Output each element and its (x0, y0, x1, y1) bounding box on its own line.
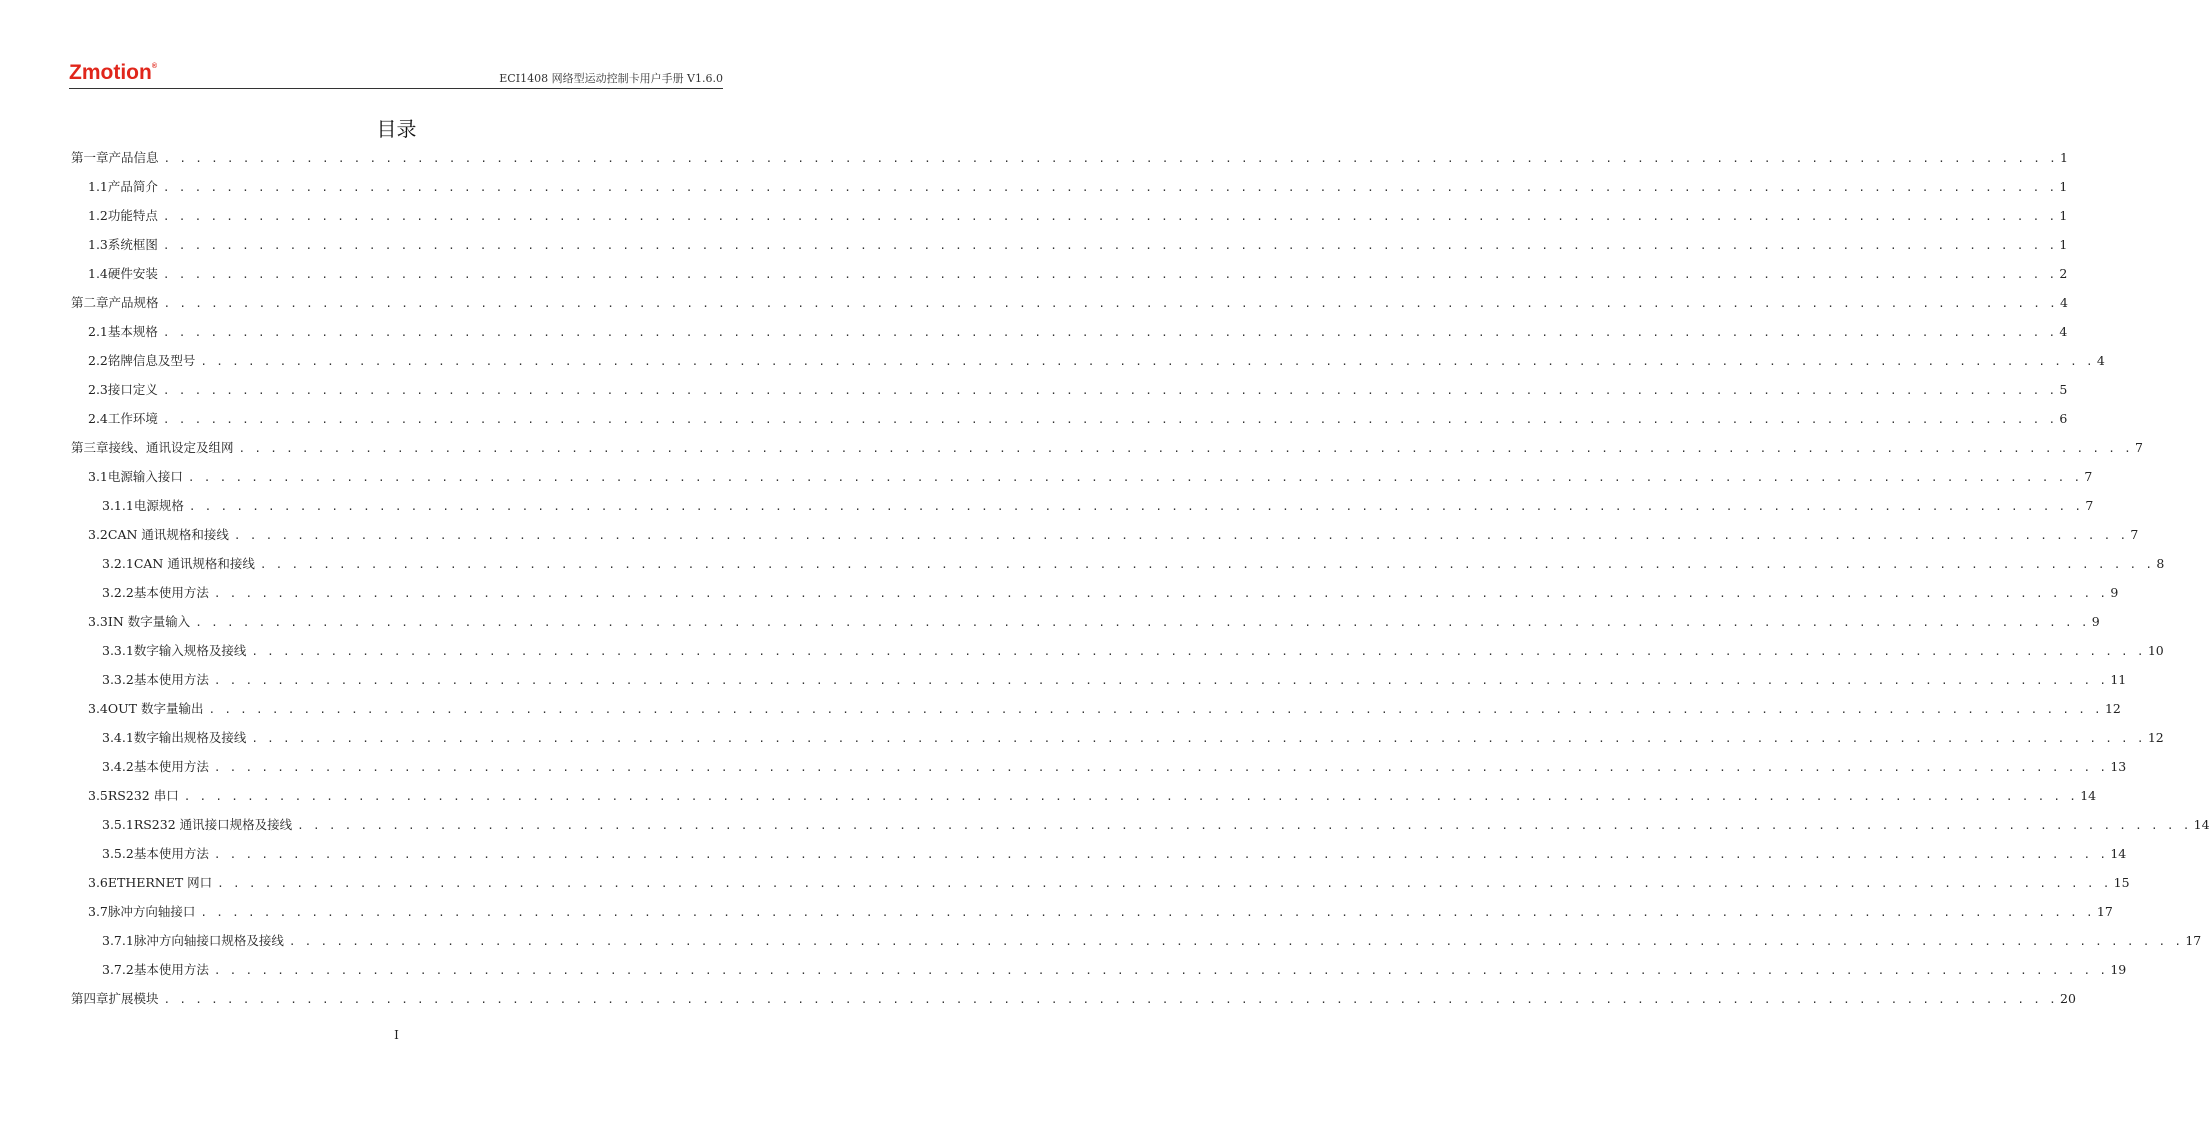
toc-entry[interactable] (102, 583, 2119, 603)
toc-entry-number: 1.1 (88, 179, 108, 194)
toc-entry-page: 1 (2059, 237, 2068, 252)
toc-entry[interactable] (102, 728, 2164, 748)
toc-entry-number: 1.2 (88, 208, 108, 223)
toc-entry[interactable] (88, 612, 2100, 632)
toc-entry-label: 基本使用方法 (133, 759, 209, 774)
toc-dot-leader: . . . . . . . . . . . . . . . . . . . . . . . . . . . . . . . . . . . . . . . . . . . . . . . . . . . . . . . . . . . . . . . . . . . . . . . . . . . . . . . . . . . . . . . . . . . . . . . . . . . . . . . . . . . . . . . . . . . . . . . . (213, 587, 2108, 600)
toc-entry-label: 产品信息 (108, 150, 159, 165)
toc-entry-number: 2.3 (88, 382, 108, 397)
toc-entry[interactable] (88, 699, 2121, 719)
toc-entry-label: CAN 通讯规格和接线 (107, 527, 229, 542)
toc-dot-leader: . . . . . . . . . . . . . . . . . . . . . . . . . . . . . . . . . . . . . . . . . . . . . . . . . . . . . . . . . . . . . . . . . . . . . . . . . . . . . . . . . . . . . . . . . . . . . . . . . . . . . . . . . . . . . . . . . . . . . . . . (162, 413, 2057, 426)
toc-entry-number: 3.5.1 (102, 817, 134, 832)
toc-entry-label: 数字输出规格及接线 (133, 730, 247, 745)
toc-dot-leader: . . . . . . . . . . . . . . . . . . . . . . . . . . . . . . . . . . . . . . . . . . . . . . . . . . . . . . . . . . . . . . . . . . . . . . . . . . . . . . . . . . . . . . . . . . . . . . . . . . . . . . . . . . . . . . . . . . . . . . . . (195, 616, 2089, 629)
toc-entry-page: 19 (2110, 962, 2127, 977)
toc-entry-number: 1.3 (88, 237, 108, 252)
toc-entry-page: 1 (2060, 150, 2068, 165)
toc-entry-page: 4 (2060, 295, 2068, 310)
toc-entry-number: 2.4 (88, 411, 108, 426)
toc-dot-leader: . . . . . . . . . . . . . . . . . . . . . . . . . . . . . . . . . . . . . . . . . . . . . . . . . . . . . . . . . . . . . . . . . . . . . . . . . . . . . . . . . . . . . . . . . . . . . . . . . . . . . . . . . . . . . . . . . . . . . . . . (208, 703, 2102, 716)
toc-entry-page: 14 (2193, 817, 2210, 832)
toc-entry-page: 5 (2059, 382, 2068, 397)
toc-entry-number: 3.1.1 (102, 498, 134, 513)
toc-entry-page: 4 (2059, 324, 2068, 339)
toc-entry-label: OUT 数字量输出 (107, 701, 204, 716)
toc-entry-page: 17 (2185, 933, 2202, 948)
toc-entry[interactable] (102, 960, 2127, 980)
toc-entry-page: 12 (2147, 730, 2164, 745)
toc-title: 目录 (376, 117, 417, 141)
toc-entry-label: 基本使用方法 (133, 672, 209, 687)
toc-dot-leader: . . . . . . . . . . . . . . . . . . . . . . . . . . . . . . . . . . . . . . . . . . . . . . . . . . . . . . . . . . . . . . . . . . . . . . . . . . . . . . . . . . . . . . . . . . . . . . . . . . . . . . . . . . . . . . . . . . . . . . . . (162, 239, 2057, 252)
toc-dot-leader: . . . . . . . . . . . . . . . . . . . . . . . . . . . . . . . . . . . . . . . . . . . . . . . . . . . . . . . . . . . . . . . . . . . . . . . . . . . . . . . . . . . . . . . . . . . . . . . . . . . . . . . . . . . . . . . . . . . . . . . . (163, 297, 2058, 310)
toc-entry[interactable] (71, 148, 2068, 168)
toc-entry-page: 9 (2091, 614, 2100, 629)
toc-entry[interactable] (102, 670, 2127, 690)
toc-entry-number: 3.1 (88, 469, 108, 484)
toc-entry-page: 15 (2113, 875, 2130, 890)
toc-entry-label: 电源规格 (133, 498, 184, 513)
toc-dot-leader: . . . . . . . . . . . . . . . . . . . . . . . . . . . . . . . . . . . . . . . . . . . . . . . . . . . . . . . . . . . . . . . . . . . . . . . . . . . . . . . . . . . . . . . . . . . . . . . . . . . . . . . . . . . . . . . . . . . . . . . . (288, 935, 2183, 948)
toc-entry-number: 第三章 (71, 440, 109, 455)
toc-entry-label: 扩展模块 (108, 991, 159, 1006)
toc-entry-number: 3.3 (88, 614, 108, 629)
toc-entry-number: 3.7.2 (102, 962, 134, 977)
document-title: ECI1408 网络型运动控制卡用户手册 V1.6.0 (499, 72, 723, 85)
toc-dot-leader: . . . . . . . . . . . . . . . . . . . . . . . . . . . . . . . . . . . . . . . . . . . . . . . . . . . . . . . . . . . . . . . . . . . . . . . . . . . . . . . . . . . . . . . . . . . . . . . . . . . . . . . . . . . . . . . . . . . . . . . . (200, 906, 2094, 919)
toc-dot-leader: . . . . . . . . . . . . . . . . . . . . . . . . . . . . . . . . . . . . . . . . . . . . . . . . . . . . . . . . . . . . . . . . . . . . . . . . . . . . . . . . . . . . . . . . . . . . . . . . . . . . . . . . . . . . . . . . . . . . . . . . (297, 819, 2191, 832)
toc-entry[interactable] (88, 786, 2097, 806)
toc-entry-label: 系统框图 (107, 237, 158, 252)
toc-entry[interactable] (88, 380, 2068, 400)
toc-entry[interactable] (102, 931, 2202, 951)
toc-entry-number: 3.4.2 (102, 759, 134, 774)
toc-dot-leader: . . . . . . . . . . . . . . . . . . . . . . . . . . . . . . . . . . . . . . . . . . . . . . . . . . . . . . . . . . . . . . . . . . . . . . . . . . . . . . . . . . . . . . . . . . . . . . . . . . . . . . . . . . . . . . . . . . . . . . . . (213, 674, 2108, 687)
toc-entry[interactable] (88, 467, 2093, 487)
toc-entry-label: 硬件安装 (107, 266, 158, 281)
toc-entry-number: 2.1 (88, 324, 108, 339)
zmotion-logo (69, 61, 157, 85)
toc-dot-leader: . . . . . . . . . . . . . . . . . . . . . . . . . . . . . . . . . . . . . . . . . . . . . . . . . . . . . . . . . . . . . . . . . . . . . . . . . . . . . . . . . . . . . . . . . . . . . . . . . . . . . . . . . . . . . . . . . . . . . . . . (200, 355, 2094, 368)
toc-dot-leader: . . . . . . . . . . . . . . . . . . . . . . . . . . . . . . . . . . . . . . . . . . . . . . . . . . . . . . . . . . . . . . . . . . . . . . . . . . . . . . . . . . . . . . . . . . . . . . . . . . . . . . . . . . . . . . . . . . . . . . . . (251, 645, 2145, 658)
toc-entry[interactable] (102, 554, 2165, 574)
toc-entry[interactable] (102, 844, 2127, 864)
toc-entry-number: 第一章 (71, 150, 109, 165)
toc-entry-page: 1 (2059, 179, 2068, 194)
toc-entry-page: 7 (2130, 527, 2139, 542)
toc-dot-leader: . . . . . . . . . . . . . . . . . . . . . . . . . . . . . . . . . . . . . . . . . . . . . . . . . . . . . . . . . . . . . . . . . . . . . . . . . . . . . . . . . . . . . . . . . . . . . . . . . . . . . . . . . . . . . . . . . . . . . . . . (162, 181, 2057, 194)
toc-entry-label: 脉冲方向轴接口规格及接线 (133, 933, 284, 948)
toc-entry[interactable] (102, 496, 2094, 516)
toc-entry-label: 铭牌信息及型号 (107, 353, 196, 368)
toc-entry[interactable] (88, 177, 2068, 197)
toc-entry[interactable] (88, 264, 2068, 284)
toc-entry-label: 数字输入规格及接线 (133, 643, 247, 658)
toc-entry-page: 11 (2110, 672, 2127, 687)
toc-entry[interactable] (88, 322, 2068, 342)
toc-entry-number: 1.4 (88, 266, 108, 281)
registered-mark: ® (151, 63, 157, 70)
toc-dot-leader: . . . . . . . . . . . . . . . . . . . . . . . . . . . . . . . . . . . . . . . . . . . . . . . . . . . . . . . . . . . . . . . . . . . . . . . . . . . . . . . . . . . . . . . . . . . . . . . . . . . . . . . . . . . . . . . . . . . . . . . . (259, 558, 2154, 571)
toc-dot-leader: . . . . . . . . . . . . . . . . . . . . . . . . . . . . . . . . . . . . . . . . . . . . . . . . . . . . . . . . . . . . . . . . . . . . . . . . . . . . . . . . . . . . . . . . . . . . . . . . . . . . . . . . . . . . . . . . . . . . . . . . (213, 761, 2108, 774)
toc-entry-label: 接口定义 (107, 382, 158, 397)
toc-entry-number: 3.7 (88, 904, 108, 919)
toc-entry-page: 14 (2110, 846, 2127, 861)
toc-dot-leader: . . . . . . . . . . . . . . . . . . . . . . . . . . . . . . . . . . . . . . . . . . . . . . . . . . . . . . . . . . . . . . . . . . . . . . . . . . . . . . . . . . . . . . . . . . . . . . . . . . . . . . . . . . . . . . . . . . . . . . . . (187, 471, 2082, 484)
toc-entry-number: 3.4 (88, 701, 108, 716)
toc-dot-leader: . . . . . . . . . . . . . . . . . . . . . . . . . . . . . . . . . . . . . . . . . . . . . . . . . . . . . . . . . . . . . . . . . . . . . . . . . . . . . . . . . . . . . . . . . . . . . . . . . . . . . . . . . . . . . . . . . . . . . . . . (162, 326, 2057, 339)
logo-text: Zmotion (69, 61, 152, 84)
toc-entry-page: 20 (2060, 991, 2076, 1006)
toc-entry-label: 产品简介 (107, 179, 158, 194)
toc-entry-label: 基本规格 (107, 324, 158, 339)
toc-entry[interactable] (88, 409, 2068, 429)
toc-dot-leader: . . . . . . . . . . . . . . . . . . . . . . . . . . . . . . . . . . . . . . . . . . . . . . . . . . . . . . . . . . . . . . . . . . . . . . . . . . . . . . . . . . . . . . . . . . . . . . . . . . . . . . . . . . . . . . . . . . . . . . . . (162, 384, 2057, 397)
toc-dot-leader: . . . . . . . . . . . . . . . . . . . . . . . . . . . . . . . . . . . . . . . . . . . . . . . . . . . . . . . . . . . . . . . . . . . . . . . . . . . . . . . . . . . . . . . . . . . . . . . . . . . . . . . . . . . . . . . . . . . . . . . . (183, 790, 2078, 803)
toc-entry-label: 基本使用方法 (133, 846, 209, 861)
toc-entry-label: 接线、通讯设定及组网 (108, 440, 234, 455)
toc-dot-leader: . . . . . . . . . . . . . . . . . . . . . . . . . . . . . . . . . . . . . . . . . . . . . . . . . . . . . . . . . . . . . . . . . . . . . . . . . . . . . . . . . . . . . . . . . . . . . . . . . . . . . . . . . . . . . . . . . . . . . . . . (163, 993, 2058, 1006)
toc-entry[interactable] (102, 757, 2127, 777)
toc-entry-label: CAN 通讯规格和接线 (133, 556, 255, 571)
page-header (69, 58, 723, 89)
toc-entry-page: 7 (2084, 469, 2093, 484)
toc-entry[interactable] (88, 351, 2105, 371)
toc-entry-number: 3.5.2 (102, 846, 134, 861)
toc-entry-number: 3.3.1 (102, 643, 134, 658)
toc-entry-number: 3.2.1 (102, 556, 134, 571)
toc-entry-page: 10 (2147, 643, 2164, 658)
toc-entry-number: 3.2 (88, 527, 108, 542)
toc-entry[interactable] (88, 235, 2068, 255)
toc-entry[interactable] (102, 641, 2164, 661)
toc-entry[interactable] (88, 206, 2068, 226)
toc-entry-page: 2 (2059, 266, 2068, 281)
toc-entry[interactable] (88, 525, 2139, 545)
toc-dot-leader: . . . . . . . . . . . . . . . . . . . . . . . . . . . . . . . . . . . . . . . . . . . . . . . . . . . . . . . . . . . . . . . . . . . . . . . . . . . . . . . . . . . . . . . . . . . . . . . . . . . . . . . . . . . . . . . . . . . . . . . . (213, 964, 2108, 977)
toc-entry-label: IN 数字量输入 (107, 614, 191, 629)
toc-entry-page: 7 (2135, 440, 2143, 455)
toc-dot-leader: . . . . . . . . . . . . . . . . . . . . . . . . . . . . . . . . . . . . . . . . . . . . . . . . . . . . . . . . . . . . . . . . . . . . . . . . . . . . . . . . . . . . . . . . . . . . . . . . . . . . . . . . . . . . . . . . . . . . . . . . (213, 848, 2108, 861)
toc-entry-page: 9 (2110, 585, 2119, 600)
toc-entry-label: RS232 通讯接口规格及接线 (133, 817, 293, 832)
toc-entry-page: 4 (2096, 353, 2105, 368)
toc-entry-label: 基本使用方法 (133, 585, 209, 600)
footer-page-number: I (394, 1028, 399, 1042)
toc-entry-label: 电源输入接口 (107, 469, 183, 484)
toc-entry-label: RS232 串口 (107, 788, 179, 803)
toc-entry[interactable] (88, 873, 2130, 893)
toc-entry-page: 7 (2085, 498, 2094, 513)
toc-entry-number: 3.5 (88, 788, 108, 803)
toc-entry[interactable] (88, 902, 2113, 922)
toc-entry[interactable] (71, 293, 2068, 313)
toc-entry-number: 第二章 (71, 295, 109, 310)
toc-dot-leader: . . . . . . . . . . . . . . . . . . . . . . . . . . . . . . . . . . . . . . . . . . . . . . . . . . . . . . . . . . . . . . . . . . . . . . . . . . . . . . . . . . . . . . . . . . . . . . . . . . . . . . . . . . . . . . . . . . . . . . . . (251, 732, 2145, 745)
toc-dot-leader: . . . . . . . . . . . . . . . . . . . . . . . . . . . . . . . . . . . . . . . . . . . . . . . . . . . . . . . . . . . . . . . . . . . . . . . . . . . . . . . . . . . . . . . . . . . . . . . . . . . . . . . . . . . . . . . . . . . . . . . . (233, 529, 2128, 542)
toc-entry-label: 基本使用方法 (133, 962, 209, 977)
toc-entry-page: 6 (2059, 411, 2068, 426)
toc-dot-leader: . . . . . . . . . . . . . . . . . . . . . . . . . . . . . . . . . . . . . . . . . . . . . . . . . . . . . . . . . . . . . . . . . . . . . . . . . . . . . . . . . . . . . . . . . . . . . . . . . . . . . . . . . . . . . . . . . . . . . . . . (188, 500, 2083, 513)
toc-entry-label: ETHERNET 网口 (107, 875, 213, 890)
toc-dot-leader: . . . . . . . . . . . . . . . . . . . . . . . . . . . . . . . . . . . . . . . . . . . . . . . . . . . . . . . . . . . . . . . . . . . . . . . . . . . . . . . . . . . . . . . . . . . . . . . . . . . . . . . . . . . . . . . . . . . . . . . . (217, 877, 2111, 890)
toc-entry-page: 14 (2080, 788, 2097, 803)
toc-entry-page: 13 (2110, 759, 2127, 774)
toc-entry-number: 2.2 (88, 353, 108, 368)
toc-entry-label: 产品规格 (108, 295, 159, 310)
toc-entry-label: 脉冲方向轴接口 (107, 904, 196, 919)
toc-entry[interactable] (71, 438, 2143, 458)
toc-dot-leader: . . . . . . . . . . . . . . . . . . . . . . . . . . . . . . . . . . . . . . . . . . . . . . . . . . . . . . . . . . . . . . . . . . . . . . . . . . . . . . . . . . . . . . . . . . . . . . . . . . . . . . . . . . . . . . . . . . . . . . . . (163, 152, 2058, 165)
toc-entry-number: 3.6 (88, 875, 108, 890)
toc-entry-page: 17 (2096, 904, 2113, 919)
toc-entry-number: 3.3.2 (102, 672, 134, 687)
toc-entry-number: 3.2.2 (102, 585, 134, 600)
toc-entry-number: 第四章 (71, 991, 109, 1006)
toc-dot-leader: . . . . . . . . . . . . . . . . . . . . . . . . . . . . . . . . . . . . . . . . . . . . . . . . . . . . . . . . . . . . . . . . . . . . . . . . . . . . . . . . . . . . . . . . . . . . . . . . . . . . . . . . . . . . . . . . . . . . . . . . (162, 268, 2057, 281)
toc-entry[interactable] (71, 989, 2076, 1009)
toc-entry-page: 8 (2156, 556, 2165, 571)
toc-entry[interactable] (102, 815, 2210, 835)
toc-entry-label: 工作环境 (107, 411, 158, 426)
toc-entry-label: 功能特点 (107, 208, 158, 223)
toc-dot-leader: . . . . . . . . . . . . . . . . . . . . . . . . . . . . . . . . . . . . . . . . . . . . . . . . . . . . . . . . . . . . . . . . . . . . . . . . . . . . . . . . . . . . . . . . . . . . . . . . . . . . . . . . . . . . . . . . . . . . . . . . (162, 210, 2057, 223)
toc-entry-number: 3.4.1 (102, 730, 134, 745)
toc-entry-page: 12 (2104, 701, 2121, 716)
toc-entry-number: 3.7.1 (102, 933, 134, 948)
toc-dot-leader: . . . . . . . . . . . . . . . . . . . . . . . . . . . . . . . . . . . . . . . . . . . . . . . . . . . . . . . . . . . . . . . . . . . . . . . . . . . . . . . . . . . . . . . . . . . . . . . . . . . . . . . . . . . . . . . . . . . . . . . . (238, 442, 2133, 455)
toc-entry-page: 1 (2059, 208, 2068, 223)
